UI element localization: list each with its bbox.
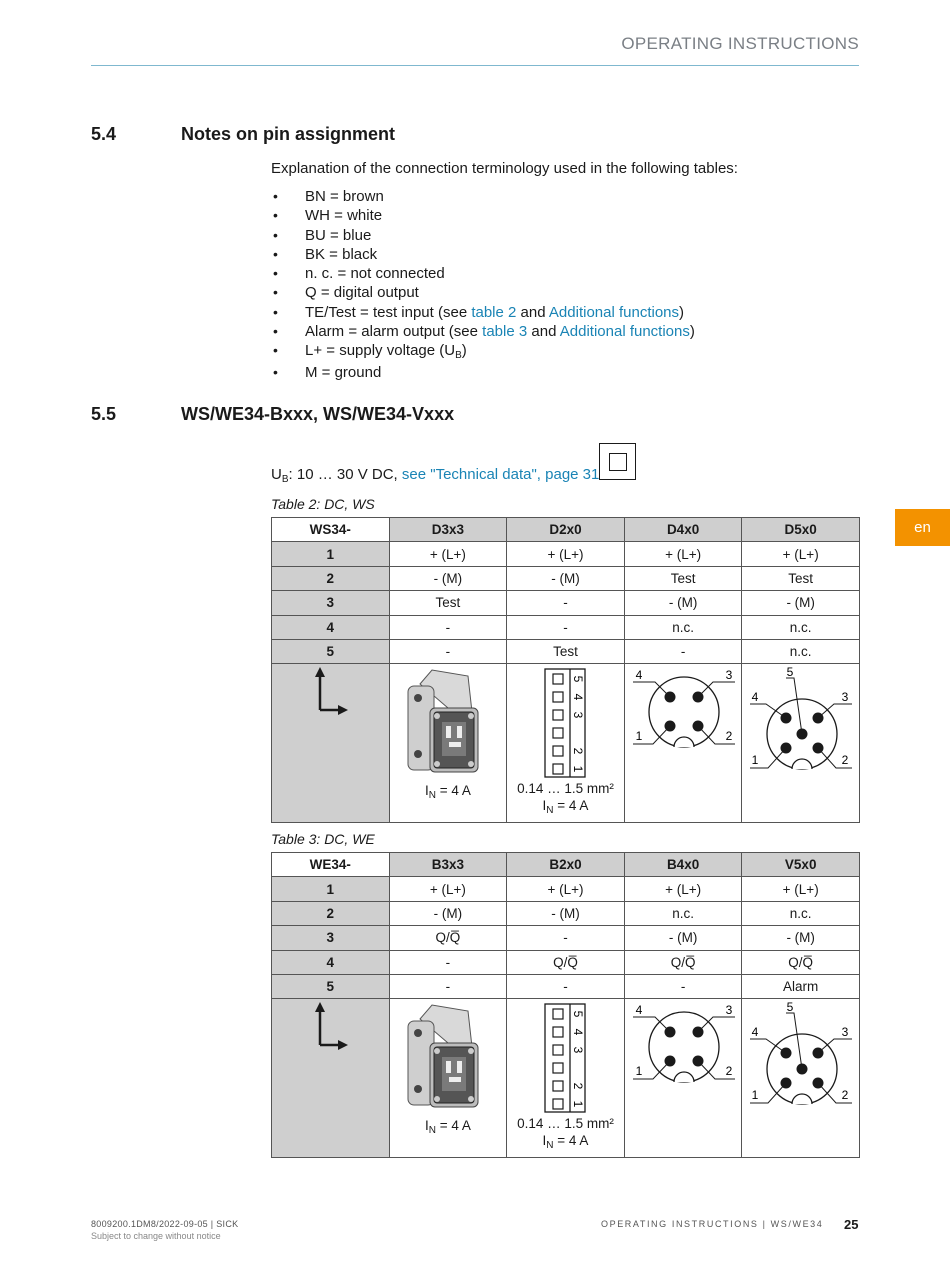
- pin-label: 3: [725, 1003, 733, 1018]
- terminal-number: 1: [571, 1101, 586, 1108]
- m12-4pin-cell: [624, 999, 742, 1158]
- protection-class-icon: [599, 443, 636, 480]
- table-cell: Q/Q̅: [507, 950, 625, 974]
- m12-5pin-connector-icon: [742, 999, 859, 1109]
- table-row: [272, 950, 860, 974]
- terminal-number: 3: [571, 1047, 586, 1054]
- current-rating-label: $I_N = 4$ A: [424, 783, 471, 802]
- valve-plug-icon: [390, 664, 507, 782]
- table-cell: - (M): [507, 566, 625, 590]
- valve-plug-icon: [390, 999, 507, 1117]
- table-cell: n.c.: [624, 901, 742, 925]
- table-header: D4x0: [624, 518, 742, 542]
- pin-label: 5: [787, 1000, 794, 1015]
- table-3-link[interactable]: table 3: [482, 323, 528, 341]
- table-header: B3x3: [389, 853, 507, 877]
- pin-label: 4: [635, 1003, 643, 1018]
- valve-plug-cell: [389, 999, 507, 1158]
- table-2: [271, 517, 860, 823]
- table-row: [272, 974, 860, 998]
- table-header: WE34-: [272, 853, 390, 877]
- table-3-caption: Table 3: DC, WE: [271, 831, 375, 847]
- table-row: [272, 901, 860, 925]
- list-item: • n. c. = not connected: [271, 264, 695, 283]
- terminal-number: 2: [571, 748, 586, 755]
- table-cell: - (M): [624, 591, 742, 615]
- terminal-number: 4: [571, 694, 586, 701]
- header-title: OPERATING INSTRUCTIONS: [621, 34, 859, 53]
- pin-label: 2: [842, 753, 849, 768]
- table-header: B4x0: [624, 853, 742, 877]
- footer-title: OPERATING INSTRUCTIONS | WS/WE34: [601, 1219, 824, 1229]
- pin-label: 1: [752, 753, 759, 768]
- section-number: 5.5: [91, 404, 117, 424]
- list-item: • TE/Test = test input (see table 2 and Additional functions): [271, 303, 695, 322]
- table-header: V5x0: [742, 853, 860, 877]
- connector-picture-row: [272, 999, 860, 1158]
- table-row: [272, 566, 860, 590]
- pin-number: 5: [272, 639, 390, 663]
- table-header: D2x0: [507, 518, 625, 542]
- pin-label: 5: [787, 665, 794, 680]
- table-cell: - (M): [742, 926, 860, 950]
- section-title: Notes on pin assignment: [181, 124, 396, 144]
- pin-number: 2: [272, 901, 390, 925]
- terminal-cell: [507, 664, 625, 823]
- table-cell: n.c.: [742, 639, 860, 663]
- additional-functions-link[interactable]: Additional functions: [548, 303, 680, 321]
- table-cell: Alarm: [742, 974, 860, 998]
- list-item: • WH = white: [271, 206, 695, 225]
- pin-label: 3: [842, 1025, 849, 1040]
- table-cell: n.c.: [742, 901, 860, 925]
- current-rating-label: $I_N = 4$ A: [542, 798, 589, 817]
- pin-label: 2: [725, 1064, 733, 1079]
- pin-number: 2: [272, 566, 390, 590]
- table-cell: Q/Q̅: [742, 950, 860, 974]
- pin-label: 2: [725, 729, 733, 744]
- table-cell: Test: [624, 566, 742, 590]
- table-cell: -: [507, 591, 625, 615]
- intro-text: Explanation of the connection terminology used in the following tables:: [271, 160, 738, 177]
- list-item: • Alarm = alarm output (see table 3 and Additional functions): [271, 322, 695, 341]
- m12-5pin-cell: [742, 664, 860, 823]
- orientation-arrow-icon: [272, 999, 389, 1059]
- supply-voltage-line: $U_B$: 10 … 30 V DC, see "Technical data", page 31: [271, 466, 600, 485]
- table-cell: - (M): [389, 901, 507, 925]
- table-cell: Q/Q̅: [624, 950, 742, 974]
- list-item: • BK = black: [271, 245, 695, 264]
- orientation-cell: [272, 664, 390, 823]
- table-cell: -: [507, 615, 625, 639]
- header-rule: [91, 65, 859, 66]
- terminal-number: 1: [571, 766, 586, 773]
- additional-functions-link[interactable]: Additional functions: [559, 323, 690, 341]
- current-rating-label: $I_N = 4$ A: [542, 1133, 589, 1152]
- table-header: B2x0: [507, 853, 625, 877]
- pin-number: 3: [272, 926, 390, 950]
- table-cell: - (M): [742, 591, 860, 615]
- table-cell: - (M): [389, 566, 507, 590]
- footer-note: Subject to change without notice: [91, 1231, 221, 1241]
- table-row: [272, 926, 860, 950]
- table-cell: + (L+): [742, 542, 860, 566]
- table-3: [271, 852, 860, 1158]
- terminology-list: [271, 187, 695, 382]
- pin-label: 1: [752, 1088, 759, 1103]
- table-cell: + (L+): [507, 877, 625, 901]
- language-tab[interactable]: en: [895, 509, 950, 546]
- page-number: 25: [844, 1217, 859, 1232]
- orientation-arrow-icon: [272, 664, 389, 724]
- table-cell: -: [624, 974, 742, 998]
- pin-number: 5: [272, 974, 390, 998]
- table-row: [272, 591, 860, 615]
- terminal-number: 5: [571, 1011, 586, 1018]
- table-row: [272, 639, 860, 663]
- list-item: • BU = blue: [271, 226, 695, 245]
- terminal-cell: [507, 999, 625, 1158]
- table-cell: + (L+): [624, 877, 742, 901]
- list-item: • M = ground: [271, 363, 695, 382]
- table-2-caption: Table 2: DC, WS: [271, 496, 375, 512]
- table-cell: n.c.: [624, 615, 742, 639]
- list-item: • Q = digital output: [271, 283, 695, 302]
- terminal-block-icon: [507, 999, 624, 1115]
- terminal-number: 2: [571, 1083, 586, 1090]
- table-cell: + (L+): [507, 542, 625, 566]
- table-2-link[interactable]: table 2: [471, 303, 517, 321]
- wire-range-label: 0.14 … 1.5 mm²: [517, 781, 614, 797]
- table-cell: + (L+): [742, 877, 860, 901]
- pin-number: 1: [272, 877, 390, 901]
- table-cell: -: [507, 974, 625, 998]
- table-cell: Q/Q̅: [389, 926, 507, 950]
- terminal-block-icon: [507, 664, 624, 780]
- table-header-row: [272, 853, 860, 877]
- pin-number: 4: [272, 950, 390, 974]
- current-rating-label: $I_N = 4$ A: [424, 1118, 471, 1137]
- table-cell: -: [624, 639, 742, 663]
- table-cell: Test: [742, 566, 860, 590]
- table-header: WS34-: [272, 518, 390, 542]
- table-cell: Test: [389, 591, 507, 615]
- pin-label: 3: [725, 668, 733, 683]
- pin-number: 1: [272, 542, 390, 566]
- terminal-number: 4: [571, 1029, 586, 1036]
- m12-5pin-connector-icon: [742, 664, 859, 774]
- table-header-row: [272, 518, 860, 542]
- valve-plug-cell: [389, 664, 507, 823]
- wire-range-label: 0.14 … 1.5 mm²: [517, 1116, 614, 1132]
- pin-label: 4: [635, 668, 643, 683]
- pin-label: 4: [752, 1025, 759, 1040]
- section-title: WS/WE34-Bxxx, WS/WE34-Vxxx: [181, 404, 455, 424]
- table-cell: + (L+): [624, 542, 742, 566]
- table-cell: -: [389, 639, 507, 663]
- table-row: [272, 542, 860, 566]
- m12-4pin-connector-icon: [625, 664, 742, 754]
- table-header: D3x3: [389, 518, 507, 542]
- table-cell: -: [389, 974, 507, 998]
- table-cell: Test: [507, 639, 625, 663]
- list-item: • BN = brown: [271, 187, 695, 206]
- m12-5pin-cell: [742, 999, 860, 1158]
- pin-number: 4: [272, 615, 390, 639]
- table-cell: -: [389, 615, 507, 639]
- footer-doc-id: 8009200.1DM8/2022-09-05 | SICK: [91, 1219, 239, 1229]
- table-cell: + (L+): [389, 542, 507, 566]
- terminal-number: 3: [571, 712, 586, 719]
- table-cell: - (M): [507, 901, 625, 925]
- table-row: [272, 615, 860, 639]
- connector-picture-row: [272, 664, 860, 823]
- section-number: 5.4: [91, 124, 117, 144]
- table-cell: + (L+): [389, 877, 507, 901]
- pin-label: 1: [635, 1064, 643, 1079]
- table-cell: - (M): [624, 926, 742, 950]
- pin-label: 3: [842, 690, 849, 705]
- table-cell: n.c.: [742, 615, 860, 639]
- orientation-cell: [272, 999, 390, 1158]
- list-item: • L+ = supply voltage $(U_B)$: [271, 341, 695, 360]
- table-cell: -: [507, 926, 625, 950]
- m12-4pin-cell: [624, 664, 742, 823]
- pin-label: 4: [752, 690, 759, 705]
- pin-label: 2: [842, 1088, 849, 1103]
- table-header: D5x0: [742, 518, 860, 542]
- table-cell: -: [389, 950, 507, 974]
- technical-data-link[interactable]: see "Technical data", page 31: [401, 466, 600, 483]
- table-row: [272, 877, 860, 901]
- pin-label: 1: [635, 729, 643, 744]
- pin-number: 3: [272, 591, 390, 615]
- terminal-number: 5: [571, 676, 586, 683]
- m12-4pin-connector-icon: [625, 999, 742, 1089]
